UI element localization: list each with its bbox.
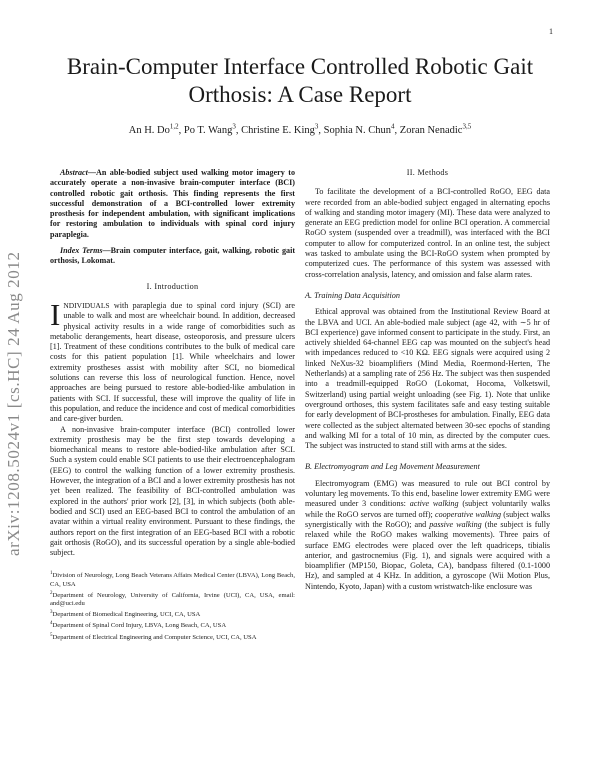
methods-heading: II. Methods [406, 168, 449, 177]
introduction-heading: I. Introduction [146, 281, 199, 291]
footnote: $^2$Department of Neurology, University of California, Irvine (UCI), CA, USA, email: and@uci.edu [50, 590, 295, 608]
abstract-text: —An able-bodied subject used walking motor imagery to accurately operate a non-invasive brain-computer interface (BCI) controlled robotic gait orthosis. This finding represents the first successful demonstration of a BCI-controlled lower extremity prosthesis for independent ambulation, with significant implications for restoring ambulation to individuals with spinal cord injury paraplegia. [50, 168, 295, 239]
author: Zoran Nenadic$^{3,5}$ [399, 122, 472, 136]
footnote: $^1$Division of Neurology, Long Beach Veterans Affairs Medical Center (LBVA), Long Beach, CA, USA [50, 571, 295, 588]
footnote: $^3$Department of Biomedical Engineering, UCI, CA, USA [50, 610, 201, 619]
lead-word: NDIVIDUALS [63, 300, 110, 310]
footnote: $^5$Department of Electrical Engineering and Computer Science, UCI, CA, USA [50, 632, 257, 641]
abstract-label: Abstract [60, 168, 88, 177]
index-terms-label: Index Terms [60, 246, 103, 256]
emg-paragraph: Electromyogram (EMG) was measured to rule out BCI control by voluntary leg movements. To this end, baseline lower extremity EMG were measured under 3 conditions: active walking (subject voluntarily walks while the RoGO servos are turned off); cooperative walking (subject walks synergistically with the RoGO); and passive walking (the subject is fully relaxed while the RoGO makes walking movements). Three pairs of surface EMG electrodes were placed over the left quadriceps, tibialis anterior, and gastrocnemius (Fig. 1), and signals were acquired with a bioamplifier (MP150, Biopac, Goleta, CA), bandpass filtered (0.1-1000 Hz), and sampled at 4 KHz. In addition, a gyroscope (Wii Motion Plus, Nintendo, Kyoto, Japan) with a custom wristwatch-like enclosure was [305, 478, 550, 591]
page-number: 1 [549, 27, 553, 36]
footnote: $^4$Department of Spinal Cord Injury, LBVA, Long Beach, CA, USA [50, 621, 227, 630]
arxiv-identifier: arXiv:1208.5024v1 [cs.HC] 24 Aug 2012 [4, 251, 23, 556]
introduction-paragraph-1: INDIVIDUALS with paraplegia due to spinal cord injury (SCI) are unable to walk and most are wheelchair bound. In addition, decreased physical activity results in a wide range of comorbidities such as metabolic derangements, heart disease, osteoporosis, and pressure ulcers [1]. Treatment of these conditions contributes to the bulk of medical care costs for this patient population [1]. While wheelchairs and lower extremity prostheses assist with mobility after SCI, no biomedical solutions can reverse this loss of neurological function. Hence, novel approaches are being pursued to restore able-bodied-like ambulation in patients with SCI. If successful, these will improve the quality of life in this population, and reduce the incidence and cost of medical comorbidities and care-giver burden. [50, 296, 295, 424]
left-column [50, 168, 295, 642]
title-line-1: Brain-Computer Interface Controlled Robotic Gait [66, 54, 534, 79]
training-heading: A. Training Data Acquisition [305, 290, 400, 300]
author: Sophia N. Chun$^4$, [323, 122, 400, 136]
introduction-paragraph-2: A non-invasive brain-computer interface (BCI) controlled lower extremity prosthesis may be the first step towards developing a biomechanical means to restore able-bodied-like ambulation after SCI. Such a system could enable SCI patients to use their electroencephalogram (EEG) to control the walking function of a lower extremity prosthesis. However, the integration of a BCI and a lower extremity prosthesis has not yet been realized. The feasibility of BCI-controlled ambulation was explored in the authors' prior work [2], [3], in which subjects (both able-bodied and SCI) used an EEG-based BCI to control the ambulation of an avatar within a virtual reality environment. Pursuant to these findings, the authors report on the first integration of an EEG-based BCI with a robotic gait orthosis (RoGO), and its successful operation by a single able-bodied subject. [50, 424, 295, 558]
index-terms [50, 246, 295, 267]
paper-title [50, 53, 550, 109]
emg-heading: B. Electromyogram and Leg Movement Measurement [305, 462, 480, 472]
author-list [50, 122, 550, 136]
footnotes [50, 570, 295, 642]
dropcap: I [50, 296, 61, 332]
title-line-2: Orthosis: A Case Report [188, 82, 412, 107]
abstract [50, 168, 295, 240]
author: Christine E. King$^3$, [241, 122, 324, 136]
methods-paragraph: To facilitate the development of a BCI-controlled RoGO, EEG data were recorded from an able-bodied subject engaged in alternating epochs of walking and standing motor imagery (MI). These data were analyzed to generate an EEG prediction model for online BCI operation. A commercial RoGO system (suspended over a treadmill), was interfaced with the BCI computer to allow for computerized control. In an online test, the subject was tasked to ambulate using the BCI-RoGO system when prompted by computerized cues. The performance of this system was assessed with cross-correlation analysis, latency, and omission and false alarm rates. [305, 187, 550, 279]
author: Po T. Wang$^3$, [183, 122, 242, 136]
index-terms-text: —Brain computer interface, gait, walking, robotic gait orthosis, Lokomat. [50, 246, 296, 266]
author: An H. Do$^{1,2}$, [128, 122, 184, 136]
right-column [305, 168, 550, 592]
training-paragraph: Ethical approval was obtained from the Institutional Review Board at the LBVA and UCI. An able-bodied male subject (age 42, with ∼5 hr of BCI experience) gave informed consent to participate in the study. First, an actively shielded 64-channel EEG cap was mounted on the subject's head with impedances reduced to <10 KΩ. EEG signals were acquired using 2 linked NeXus-32 bioamplifiers (Mind Media, Roermond-Herten, The Netherlands) at a sampling rate of 256 Hz. The subject was then suspended into a treadmill-equipped RoGO (Lokomat, Hocoma, Volketswil, Switzerland) using partial weight unloading (see Fig. 1). Note that unlike overground orthoses, this system facilitates safe and easy testing suitable for early development of BCI-prostheses for ambulation. Finally, EEG data were collected as the subject alternated between 30-sec epochs of standing and walking MI for a total of 10 min, as directed by the computer cues. The subject was instructed to stand still with arms at the sides. [305, 307, 550, 451]
